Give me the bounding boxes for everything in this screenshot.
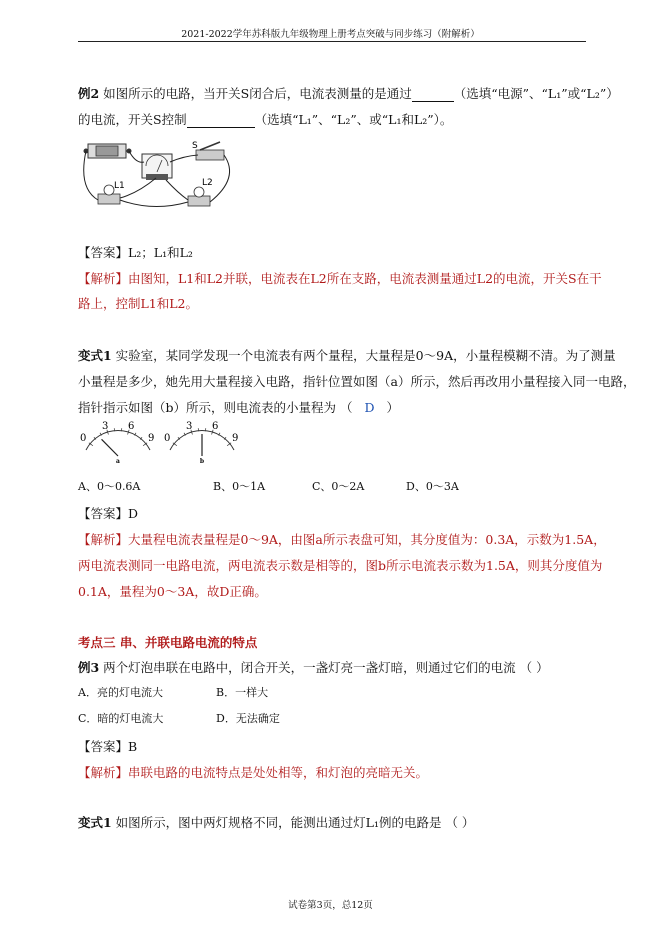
var1-text3: 指针指示如图（b）所示，则电流表的小量程为 （ <box>78 400 353 415</box>
wire <box>120 178 156 198</box>
dial-a-tick-9: 9 <box>148 433 155 444</box>
dial-a-caption: a <box>116 458 120 464</box>
ex2-analysis-1: 【解析】由图知，L1和L2并联，电流表在L2所在支路，电流表测量通过L2的电流，开关S在干 <box>78 271 602 286</box>
var1-text3-end: ） <box>386 400 399 415</box>
ex2-text2a: 的电流，开关S控制 <box>78 112 187 127</box>
ex2-text1-end: （选填“电源”、“L₁”或“L₂”） <box>453 86 619 101</box>
wire <box>210 155 230 202</box>
lamp1-label: L1 <box>114 181 125 191</box>
var1-option-d: D、0～3A <box>406 480 459 493</box>
var1-line2: 小量程是多少，她先用大量程接入电路，指针位置如图（a）所示，然后再改用小量程接入同一电路， <box>78 374 636 389</box>
ex2-blank2 <box>187 115 255 128</box>
var1-analysis-3: 0.1A，量程为0～3A，故D正确。 <box>78 584 267 599</box>
dial-a-tick-3: 3 <box>102 421 109 432</box>
var1-option-b: B、0～1A <box>213 480 266 493</box>
ex2-line1 <box>78 84 619 102</box>
section-title: 考点三 串、并联电路电流的特点 <box>78 635 258 650</box>
var1-label: 变式1 <box>78 348 112 363</box>
page-footer: 试卷第3页，总12页 <box>288 900 373 911</box>
dial-a-needle <box>102 439 118 456</box>
dial-a <box>78 418 158 464</box>
ex3-option-c: C．暗的灯电流大 <box>78 712 164 725</box>
switch-base-icon <box>196 150 224 160</box>
lamp1-bulb-icon <box>104 185 114 195</box>
ex3-answer: 【答案】B <box>78 739 138 754</box>
lamp2-base-icon <box>188 196 210 206</box>
var1-text1: 实验室，某同学发现一个电流表有两个量程，大量程是0～9A，小量程模糊不清。为了测量 <box>111 348 616 363</box>
ex2-text1: 如图所示的电路，当开关S闭合后，电流表测量的是通过 <box>99 86 412 101</box>
var1-answer: 【答案】D <box>78 506 139 521</box>
ex3-question-line <box>78 658 549 676</box>
ammeter-base-icon <box>146 174 168 180</box>
ex2-line2 <box>78 110 452 128</box>
dial-b-caption: b <box>199 458 205 464</box>
ex3-option-a: A．亮的灯电流大 <box>78 686 163 699</box>
dial-b-tick-9: 9 <box>232 433 239 444</box>
switch-label: S <box>192 141 198 151</box>
ex2-analysis-2: 路上，控制L1和L2。 <box>78 296 199 311</box>
battery-icon <box>96 146 118 156</box>
ex3-option-d: D．无法确定 <box>216 712 280 725</box>
ex2-blank1 <box>412 89 454 102</box>
ex2-text2b: （选填“L₁”、“L₂”、或“L₁和L₂”）。 <box>254 112 453 127</box>
var1-line3 <box>78 398 399 416</box>
var1-option-c: C、0～2A <box>312 480 365 493</box>
ex3-analysis: 【解析】串联电路的电流特点是处处相等，和灯泡的亮暗无关。 <box>78 765 429 780</box>
ex2-label: 例2 <box>78 86 100 101</box>
dial-b-tick-6: 6 <box>212 421 219 432</box>
page-header: 2021-2022学年苏科版九年级物理上册考点突破与同步练习（附解析） <box>181 29 480 40</box>
var1-option-a: A、0～0.6A <box>78 480 141 493</box>
wire <box>166 180 188 200</box>
lamp1-base-icon <box>98 194 120 204</box>
ex2-answer: 【答案】L₂；L₁和L₂ <box>78 245 193 260</box>
circuit-figure <box>78 138 243 218</box>
ex3-question: 两个灯泡串联在电路中，闭合开关，一盏灯亮一盏灯暗，则通过它们的电流 （ ） <box>99 660 549 675</box>
dial-a-tick-0: 0 <box>80 433 87 444</box>
wire <box>170 155 198 162</box>
lamp2-label: L2 <box>202 178 213 188</box>
var1-analysis-2: 两电流表测同一电路电流，两电流表示数是相等的，图b所示电流表示数为1.5A，则其分度值为 <box>78 558 603 573</box>
var1b-question: 如图所示，图中两灯规格不同，能测出通过灯L₁例的电路是 （ ） <box>111 815 475 830</box>
var1-line1 <box>78 346 616 364</box>
dial-b-tick-3: 3 <box>186 421 193 432</box>
var1b-question-line <box>78 813 474 831</box>
dial-b-tick-0: 0 <box>164 433 171 444</box>
dial-a-arc <box>86 430 150 450</box>
dial-b <box>162 418 242 464</box>
var1-analysis-1: 【解析】大量程电流表量程是0～9A，由图a所示表盘可知，其分度值为：0.3A，示数为1.5A， <box>78 532 606 547</box>
dial-a-tick-6: 6 <box>128 421 135 432</box>
switch-lever-icon <box>200 142 220 150</box>
ex3-option-b: B．一样大 <box>216 686 269 699</box>
ex3-label: 例3 <box>78 660 100 675</box>
var1b-label: 变式1 <box>78 815 112 830</box>
header-rule <box>78 41 586 42</box>
var1-answer-inline: D <box>364 400 375 415</box>
wire <box>120 200 188 207</box>
lamp2-bulb-icon <box>194 187 204 197</box>
